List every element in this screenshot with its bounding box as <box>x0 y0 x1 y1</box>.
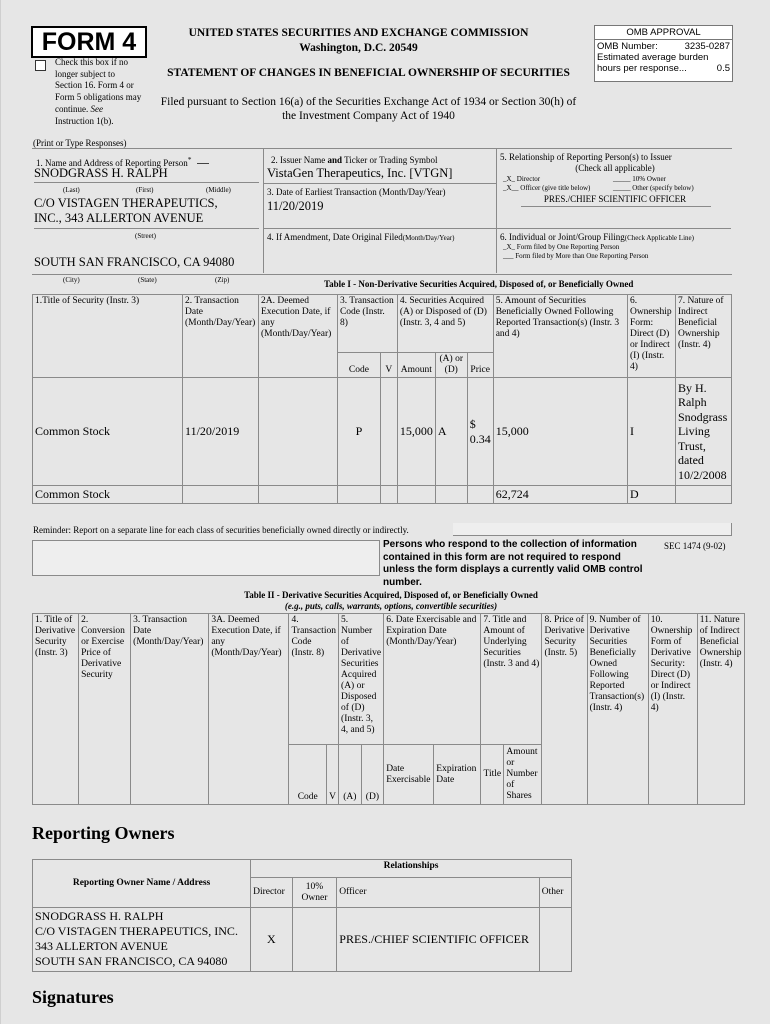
t1-r2-nature <box>675 486 731 504</box>
ro-director-value: X <box>251 908 293 972</box>
t2-h-conversion: 2. Conversion or Exercise Price of Derivative Security <box>79 614 131 805</box>
ro-owner-address: SNODGRASS H. RALPH C/O VISTAGEN THERAPEUTICS, INC. 343 ALLERTON AVENUE SOUTH SAN FRANCISCO, CA 94080 <box>33 908 251 972</box>
t2-sub-a: (A) <box>339 745 362 805</box>
ro-h-other: Other <box>539 878 571 908</box>
agency-city: Washington, D.C. 20549 <box>299 42 418 54</box>
t1-r1-price: $ 0.34 <box>467 378 493 486</box>
filed-pursuant-line1: Filed pursuant to Section 16(a) of the Securities Exchange Act of 1934 or Section 30(h) of <box>160 96 577 108</box>
t1-h-nature: 7. Nature of Indirect Beneficial Ownership (Instr. 4) <box>675 295 731 378</box>
reporting-person-address1: C/O VISTAGEN THERAPEUTICS, <box>34 196 218 210</box>
middle-label: (Middle) <box>206 186 231 194</box>
omb-title: OMB APPROVAL <box>595 26 732 40</box>
t2-h-form: 10. Ownership Form of Derivative Security: Direct (D) or Indirect (I) (Instr. 4) <box>648 614 697 805</box>
t1-h-owned: 5. Amount of Securities Beneficially Owned Following Reported Transaction(s) (Instr. 3 and 4) <box>493 295 627 378</box>
ro-ten-value <box>292 908 337 972</box>
t2-h-price: 8. Price of Derivative Security (Instr. 5) <box>542 614 587 805</box>
sec-number: SEC 1474 (9-02) <box>664 541 726 551</box>
omb-burden-label: Estimated average burden <box>597 52 709 63</box>
t1-r1-v <box>380 378 397 486</box>
table1 <box>32 294 732 504</box>
table2 <box>32 613 745 805</box>
reminder-box-right <box>453 523 732 536</box>
omb-hours-label: hours per response... <box>597 63 687 74</box>
table2-subtitle: (e.g., puts, calls, warrants, options, convertible securities) <box>284 601 498 611</box>
filing-line2: ___ Form filed by More than One Reporting Person <box>503 252 649 260</box>
earliest-transaction-label: 3. Date of Earliest Transaction (Month/Day/Year) <box>267 187 446 197</box>
table-row <box>33 378 732 486</box>
t1-r2-price <box>467 486 493 504</box>
t1-r2-form: D <box>627 486 675 504</box>
statement-title: STATEMENT OF CHANGES IN BENEFICIAL OWNERSHIP OF SECURITIES <box>167 67 570 79</box>
ro-officer-value: PRES./CHIEF SCIENTIFIC OFFICER <box>337 908 540 972</box>
t1-r2-aord <box>435 486 467 504</box>
ro-h-officer: Officer <box>337 878 540 908</box>
amendment-label: 4. If Amendment, Date Original Filed(Month/Day/Year) <box>267 232 455 242</box>
t1-sub-v: V <box>380 353 397 378</box>
earliest-transaction-date: 11/20/2019 <box>267 199 324 213</box>
ro-other-value <box>539 908 571 972</box>
relationship-label: 5. Relationship of Reporting Person(s) to Issuer <box>500 152 672 162</box>
ro-h-name: Reporting Owner Name / Address <box>33 860 251 908</box>
reporting-owners-heading: Reporting Owners <box>32 823 175 843</box>
form-title: FORM 4 <box>31 26 147 58</box>
issuer-label: 2. Issuer Name and Ticker or Trading Symbol <box>271 155 438 165</box>
issuer-name: VistaGen Therapeutics, Inc. [VTGN] <box>267 166 453 180</box>
t1-sub-amount: Amount <box>397 353 435 378</box>
table-row <box>33 908 572 972</box>
reporting-person-name: SNODGRASS H. RALPH <box>34 166 168 180</box>
t1-r1-nature: By H. Ralph Snodgrass Living Trust, dated 10/2/2008 <box>675 378 731 486</box>
reporting-person-address2: INC., 343 ALLERTON AVENUE <box>34 211 204 225</box>
omb-number-value: 3235-0287 <box>684 41 730 52</box>
t2-sub-amount: Amount or Number of Shares <box>504 745 542 805</box>
t2-sub-exercisable: Date Exercisable <box>384 745 434 805</box>
t2-h-owned: 9. Number of Derivative Securities Beneficially Owned Following Reported Transaction(s) (Instr. 4) <box>587 614 648 805</box>
t2-h-deemed: 3A. Deemed Execution Date, if any (Month/Day/Year) <box>209 614 289 805</box>
zip-label: (Zip) <box>215 276 230 284</box>
t1-r1-title: Common Stock <box>33 378 183 486</box>
t1-r1-date: 11/20/2019 <box>183 378 259 486</box>
relationship-other: _____ Other (specify below) <box>613 184 694 192</box>
omb-hours-value: 0.5 <box>716 63 730 74</box>
no-longer-subject-checkbox[interactable] <box>35 60 46 71</box>
t1-r1-amount: 15,000 <box>397 378 435 486</box>
t2-sub-v: V <box>326 745 338 805</box>
t2-sub-expiration: Expiration Date <box>434 745 481 805</box>
t2-h-code: 4. Transaction Code (Instr. 8) <box>289 614 339 745</box>
table-row <box>33 486 732 504</box>
t1-h-form: 6. Ownership Form: Direct (D) or Indirect (I) (Instr. 4) <box>627 295 675 378</box>
t1-r2-date <box>183 486 259 504</box>
t1-r2-owned: 62,724 <box>493 486 627 504</box>
relationship-title: PRES./CHIEF SCIENTIFIC OFFICER <box>543 194 687 204</box>
street-label: (Street) <box>135 232 156 240</box>
t2-h-date: 3. Transaction Date (Month/Day/Year) <box>131 614 209 805</box>
relationship-officer: _X__ Officer (give title below) <box>503 184 591 192</box>
t1-sub-price: Price <box>467 353 493 378</box>
table1-title: Table I - Non-Derivative Securities Acquired, Disposed of, or Beneficially Owned <box>324 279 634 289</box>
t2-h-underlying: 7. Title and Amount of Underlying Securities (Instr. 3 and 4) <box>481 614 542 745</box>
filing-line1: _X_ Form filed by One Reporting Person <box>503 243 620 251</box>
filing-label: 6. Individual or Joint/Group Filing(Check Applicable Line) <box>500 232 694 242</box>
t1-r1-deemed <box>259 378 338 486</box>
t1-r1-aord: A <box>435 378 467 486</box>
relationship-director: _X_ Director <box>503 175 541 183</box>
t1-sub-aord: (A) or (D) <box>435 353 467 378</box>
reporting-person-city: SOUTH SAN FRANCISCO, CA 94080 <box>34 255 235 269</box>
t2-h-number: 5. Number of Derivative Securities Acquired (A) or Disposed of (D) (Instr. 3, 4, and 5) <box>339 614 384 745</box>
t1-r1-owned: 15,000 <box>493 378 627 486</box>
omb-control-notice: Persons who respond to the collection of information contained in this form are not required to respond unless the form displays a currently valid OMB control number. <box>383 539 643 588</box>
t2-h-exercisable: 6. Date Exercisable and Expiration Date (Month/Day/Year) <box>384 614 481 745</box>
t1-h-title: 1.Title of Security (Instr. 3) <box>33 295 183 378</box>
t1-r2-title: Common Stock <box>33 486 183 504</box>
table2-title: Table II - Derivative Securities Acquired, Disposed of, or Beneficially Owned <box>244 590 538 600</box>
t1-r2-amount <box>397 486 435 504</box>
relationship-ten-pct: _____ 10% Owner <box>613 175 666 183</box>
t2-sub-d: (D) <box>361 745 384 805</box>
t1-r2-v <box>380 486 397 504</box>
reporting-person-label: 1. Name and Address of Reporting Person* <box>36 155 192 168</box>
ro-h-relationships: Relationships <box>251 860 572 878</box>
first-label: (First) <box>136 186 154 194</box>
checkbox-instructions: Check this box if no longer subject to Section 16. Form 4 or Form 5 obligations may continue. See Instruction 1(b). <box>55 57 142 126</box>
t1-r2-code <box>337 486 380 504</box>
relationship-sub: (Check all applicable) <box>575 163 655 173</box>
reporting-owners-table <box>32 859 572 972</box>
t1-h-code: 3. Transaction Code (Instr. 8) <box>337 295 397 353</box>
t2-sub-code: Code <box>289 745 327 805</box>
omb-number-label: OMB Number: <box>597 41 658 52</box>
print-note: (Print or Type Responses) <box>33 138 127 148</box>
t1-h-deemed: 2A. Deemed Execution Date, if any (Month/Day/Year) <box>259 295 338 378</box>
t1-h-securities: 4. Securities Acquired (A) or Disposed of (D) (Instr. 3, 4 and 5) <box>397 295 493 353</box>
reminder-box-left <box>32 540 380 576</box>
omb-approval-box <box>594 25 733 82</box>
t1-r1-form: I <box>627 378 675 486</box>
t1-r2-deemed <box>259 486 338 504</box>
t2-h-nature: 11. Nature of Indirect Beneficial Ownership (Instr. 4) <box>697 614 744 805</box>
t2-sub-title: Title <box>481 745 504 805</box>
t1-r1-code: P <box>337 378 380 486</box>
t1-sub-code: Code <box>337 353 380 378</box>
city-label: (City) <box>63 276 80 284</box>
filed-pursuant-line2: the Investment Company Act of 1940 <box>282 110 455 122</box>
agency-name: UNITED STATES SECURITIES AND EXCHANGE COMMISSION <box>188 27 529 39</box>
last-label: (Last) <box>63 186 80 194</box>
ro-h-ten: 10% Owner <box>292 878 337 908</box>
ro-h-director: Director <box>251 878 293 908</box>
t1-h-date: 2. Transaction Date (Month/Day/Year) <box>183 295 259 378</box>
state-label: (State) <box>138 276 157 284</box>
reminder-text: Reminder: Report on a separate line for each class of securities beneficially owned directly or indirectly. <box>33 525 409 535</box>
signatures-heading: Signatures <box>32 987 114 1007</box>
t2-h-title: 1. Title of Derivative Security (Instr. 3) <box>33 614 79 805</box>
